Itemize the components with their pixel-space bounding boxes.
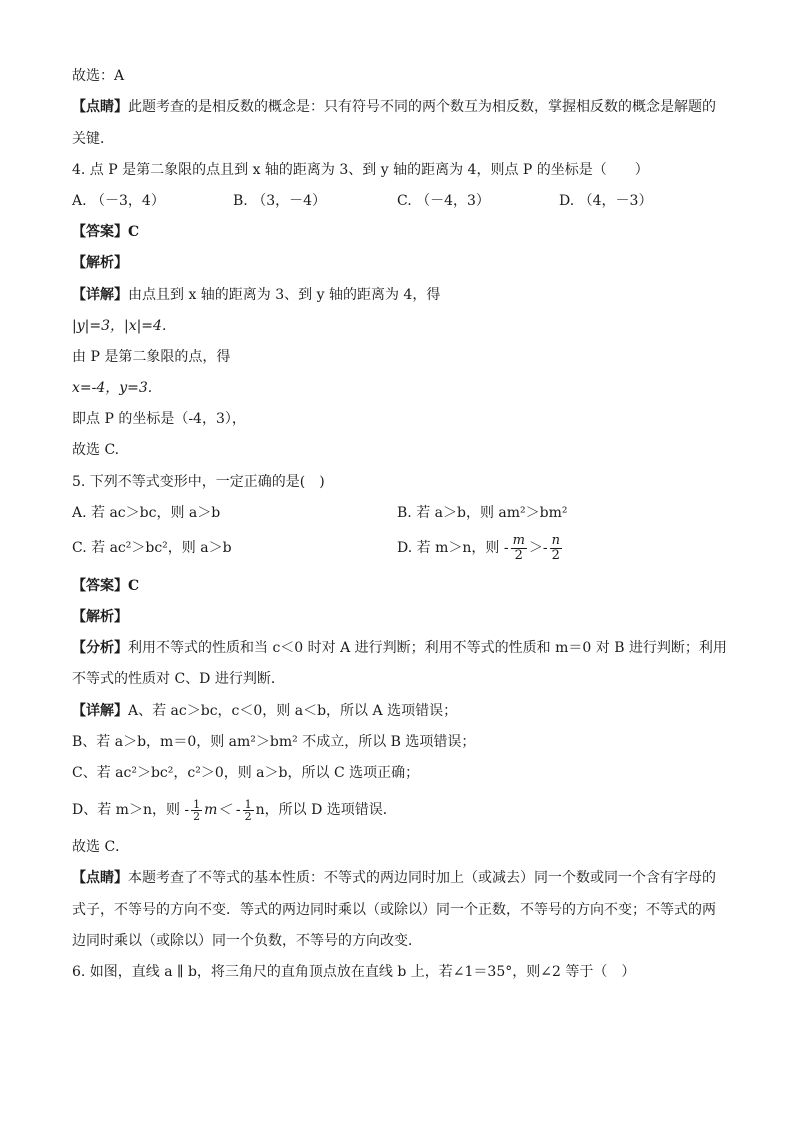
question-4: 4. 点 P 是第二象限的点且到 x 轴的距离为 3、到 y 轴的距离为 4，则点 P 的坐标是（ ）: [72, 162, 649, 178]
q4-option-b: B. （3，－4）: [233, 193, 327, 209]
remark-line: 式子，不等号的方向不变．等式的两边同时乘以（或除以）同一个正数，不等号的方向不变；不等式的两: [72, 902, 716, 918]
solution-line: 故选 C.: [72, 442, 120, 458]
answer-label: 【答案】C: [72, 224, 140, 240]
analysis-tag: 【分析】: [72, 640, 128, 656]
text-line: 故选：A: [72, 68, 125, 84]
detail-text: 由点且到 x 轴的距离为 3、到 y 轴的距离为 4，得: [128, 287, 441, 303]
fraction-numerator: 1: [244, 797, 252, 811]
fraction-m-2: [511, 534, 527, 563]
fraction-numerator: m: [512, 532, 525, 548]
fraction-1-2: [243, 799, 254, 822]
detail-line: B、若 a＞b，m＝0，则 am²＞bm² 不成立，所以 B 选项错误；: [72, 734, 476, 750]
analysis-label: 【解析】: [72, 609, 128, 625]
detail-line: [72, 795, 397, 825]
question-5: 5. 下列不等式变形中，一定正确的是( ): [72, 474, 325, 490]
fraction-1-2: [191, 799, 202, 822]
answer-label: 【答案】C: [72, 578, 140, 594]
solution-line: 故选 C．: [72, 839, 130, 855]
fraction-numerator: n: [551, 532, 560, 548]
q4-option-c: C. （－4，3）: [397, 193, 490, 209]
analysis-label: 【解析】: [72, 255, 128, 271]
q5-d-prefix: D. 若 m＞n，则 -: [397, 540, 509, 556]
fraction-n-2: [550, 534, 562, 563]
remark-line: 边同时乘以（或除以）同一个负数，不等号的方向改变．: [72, 933, 422, 949]
analysis-text: 利用不等式的性质和当 c＜0 时对 A 进行判断；利用不等式的性质和 m＝0 对 B 进行判断；利用: [128, 640, 727, 656]
fraction-denominator: 2: [551, 547, 560, 563]
detail-line: [72, 701, 457, 721]
solution-line: 由 P 是第二象限的点，得: [72, 349, 231, 365]
detail-text: m＜ -: [204, 802, 241, 818]
fraction-denominator: 2: [514, 547, 523, 563]
remark-tag: 【点睛】: [72, 99, 128, 115]
q5-option-c: C. 若 ac²＞bc²，则 a＞b: [72, 540, 232, 556]
analysis-line: [72, 638, 727, 658]
q5-option-b: B. 若 a＞b，则 am²＞bm²: [397, 505, 568, 521]
text-line: 关键．: [72, 131, 114, 147]
detail-tag: 【详解】: [72, 703, 128, 719]
remark-line: [72, 868, 716, 888]
remark-text: 本题考查了不等式的基本性质：不等式的两边同时加上（或减去）同一个数或同一个含有字母的: [128, 870, 716, 886]
remark-text: 此题考查的是相反数的概念是：只有符号不同的两个数互为相反数，掌握相反数的概念是解题的: [128, 99, 716, 115]
solution-line: |y|=3，|x|=4.: [72, 318, 167, 334]
remark-tag: 【点睛】: [72, 870, 128, 886]
q5-option-a: A. 若 ac＞bc，则 a＞b: [72, 505, 221, 521]
q4-option-d: D. （4，－3）: [559, 193, 653, 209]
fraction-denominator: 2: [244, 809, 252, 823]
remark-line: [72, 97, 716, 117]
detail-text: A、若 ac＞bc，c＜0，则 a＜b，所以 A 选项错误；: [128, 703, 458, 719]
detail-line: C、若 ac²＞bc²，c²＞0，则 a＞b，所以 C 选项正确；: [72, 765, 420, 781]
solution-line: 即点 P 的坐标是（-4，3），: [72, 411, 246, 427]
question-6: 6. 如图，直线 a ∥ b，将三角尺的直角顶点放在直线 b 上，若∠1＝35°，则∠2 等于（ ）: [72, 964, 636, 980]
fraction-denominator: 2: [193, 809, 201, 823]
detail-line: [72, 285, 440, 305]
detail-tag: 【详解】: [72, 287, 128, 303]
analysis-line: 不等式的性质对 C、D 进行判断．: [72, 671, 285, 687]
fraction-numerator: 1: [193, 797, 201, 811]
q5-option-d: [397, 533, 564, 563]
detail-text: D、若 m＞n，则 -: [72, 802, 190, 818]
q4-option-a: A. （－3，4）: [72, 193, 165, 209]
detail-text: n，所以 D 选项错误．: [255, 802, 397, 818]
q5-d-gt: ＞-: [528, 540, 548, 556]
solution-line: x=-4，y=3.: [72, 380, 153, 396]
